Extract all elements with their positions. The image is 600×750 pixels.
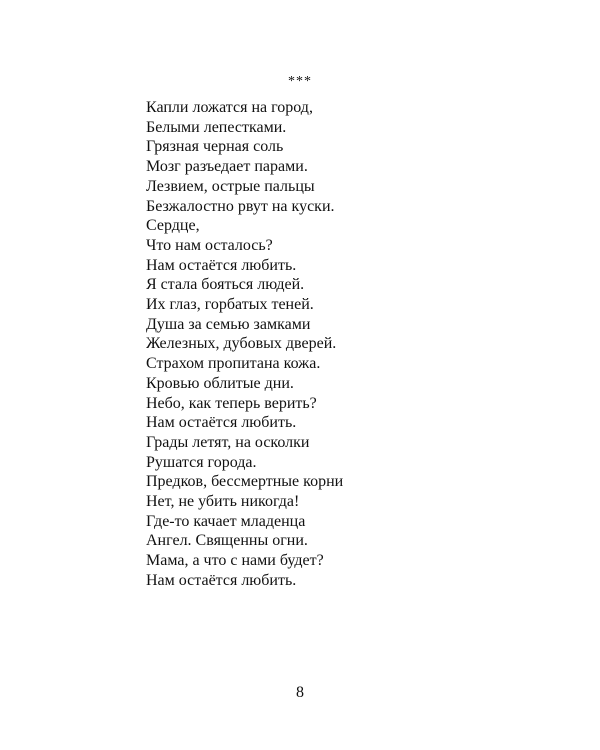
poem-line: Предков, бессмертные корни	[146, 473, 344, 491]
poem-line: Что нам осталось?	[146, 236, 273, 254]
page-number: 8	[296, 684, 304, 701]
poem-line: Мозг разъедает парами.	[146, 158, 308, 176]
poem-line: Их глаз, горбатых теней.	[146, 296, 314, 314]
poem-line: Железных, дубовых дверей.	[146, 335, 337, 353]
poem-line: Душа за семью замками	[146, 315, 311, 333]
poem-line: Лезвием, острые пальцы	[146, 177, 315, 195]
poem-line: Нам остаётся любить.	[146, 414, 297, 432]
poem-line: Белыми лепестками.	[146, 118, 287, 136]
poem-line: Где-то качает младенца	[146, 512, 306, 530]
poem-line: Грады летят, на осколки	[146, 433, 310, 451]
poem-line: Небо, как теперь верить?	[146, 394, 317, 412]
poem-line: Сердце,	[146, 217, 200, 235]
poem-line: Безжалостно рвут на куски.	[146, 197, 335, 215]
poem-text	[146, 98, 476, 591]
poem-line: Нам остаётся любить.	[146, 571, 297, 589]
poem-line: Мама, а что с нами будет?	[146, 552, 324, 570]
poem-line: Страхом пропитана кожа.	[146, 355, 321, 373]
poem-line: Нам остаётся любить.	[146, 256, 297, 274]
poem-line: Я стала бояться людей.	[146, 276, 305, 294]
section-separator: ***	[288, 74, 312, 89]
poem-line: Ангел. Священны огни.	[146, 532, 308, 550]
poem-line: Кровью облитые дни.	[146, 374, 294, 392]
poem-line: Грязная черная соль	[146, 138, 284, 156]
poem-line: Капли ложатся на город,	[146, 99, 313, 116]
poem-line: Рушатся города.	[146, 453, 257, 471]
poem-line: Нет, не убить никогда!	[146, 493, 300, 511]
